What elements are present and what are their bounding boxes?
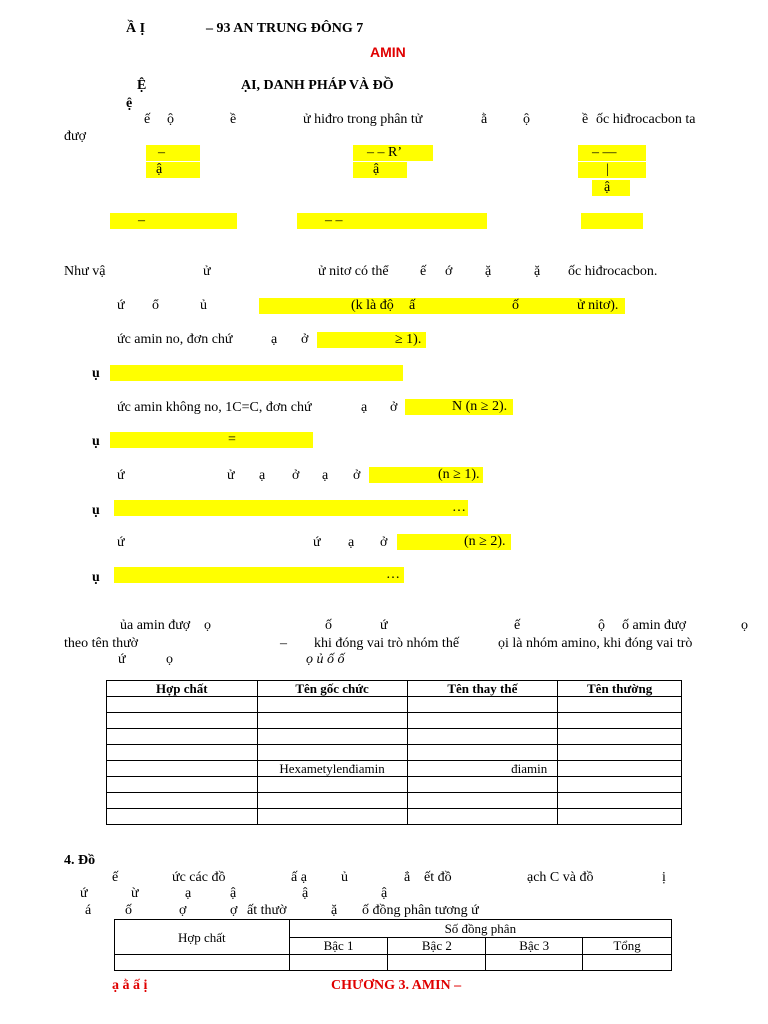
aromatic-amine-text: ử: [227, 468, 235, 483]
unsaturated-formula-box: N (n ≥ 2).: [405, 399, 513, 415]
general-formula-label: ổ: [152, 298, 159, 313]
aromatic-amine-text: ứ: [117, 468, 125, 483]
body-text: ớ: [445, 264, 453, 279]
table-row: [107, 809, 682, 825]
section4-text: ứ: [80, 886, 88, 901]
definition-text: đượ: [64, 129, 86, 144]
formula-box: – – R’: [353, 145, 433, 161]
aromatic-amine-text: ở: [353, 468, 361, 483]
section4-text: ức các đồ: [172, 870, 226, 885]
table-row: [107, 761, 682, 777]
formula-box: – —: [578, 145, 646, 161]
table-row: [107, 697, 682, 713]
unsaturated-amine-text: ạ: [361, 400, 368, 415]
formula-box: |: [578, 162, 646, 178]
section-heading-mark: Ệ: [137, 78, 147, 93]
saturated-formula-box: ≥ 1).: [317, 332, 426, 348]
table-row: [107, 729, 682, 745]
naming-text: –: [280, 636, 287, 651]
formula-box: ậ: [146, 162, 200, 178]
aromatic2-formula-box: (n ≥ 2).: [397, 534, 511, 550]
section4-text: ạ: [185, 886, 192, 901]
aromatic2-amine-text: ứ: [313, 535, 321, 550]
example-label: ụ: [92, 570, 100, 585]
aromatic-amine-text: ở: [292, 468, 300, 483]
column-header: Hợp chất: [115, 920, 290, 955]
column-header: Tổng: [583, 937, 672, 955]
section4-text: ậ: [230, 886, 237, 901]
example-box: [110, 365, 403, 381]
naming-text: ọ: [166, 652, 173, 667]
definition-text: ộ: [167, 112, 174, 127]
section4-text: ấ ạ: [291, 870, 307, 885]
section4-text: ừ: [131, 886, 139, 901]
section4-text: ất thườ: [247, 903, 287, 918]
body-text: ặ: [534, 264, 541, 279]
naming-text: ộ: [598, 618, 605, 633]
section4-text: á: [85, 903, 92, 918]
naming-text: ọi là nhóm amino, khi đóng vai trò: [498, 636, 693, 651]
table-row: [115, 955, 672, 971]
aromatic2-amine-text: ở: [380, 535, 388, 550]
general-formula-box: (k là độ ấ ố ử nitơ).: [259, 298, 625, 314]
body-text: Như vậ: [64, 264, 106, 279]
definition-text: ử hiđro trong phân tử: [303, 112, 423, 127]
section4-text: ợ: [230, 903, 238, 918]
formula-box: [581, 213, 643, 229]
section-heading: ẠI, DANH PHÁP VÀ ĐỒ: [241, 78, 394, 93]
naming-text: ứ: [118, 652, 126, 667]
school-address: – 93 AN TRUNG ĐÔNG 7: [206, 21, 364, 36]
definition-text: ề: [230, 112, 237, 127]
unsaturated-amine-text: ở: [390, 400, 398, 415]
section4-text: ặ: [331, 903, 338, 918]
table-header-row: [107, 681, 682, 697]
formula-box: –: [146, 145, 200, 161]
aromatic2-amine-text: ứ: [117, 535, 125, 550]
table-row: [107, 793, 682, 809]
body-text: ế: [420, 264, 427, 279]
aromatic-amine-text: ạ: [259, 468, 266, 483]
unsaturated-amine-text: ức amin không no, 1C=C, đơn chứ: [117, 400, 312, 415]
formula-box: ậ: [592, 180, 630, 196]
aromatic-amine-text: ạ: [322, 468, 329, 483]
naming-text: ủa amin đượ: [120, 618, 191, 633]
section4-text: ố: [125, 903, 132, 918]
general-formula-label: ủ: [200, 298, 207, 313]
naming-text: ố amin đượ: [622, 618, 686, 633]
naming-text: ọ: [204, 618, 211, 633]
section4-text: ợ: [179, 903, 187, 918]
definition-text: ốc hiđrocacbon ta: [596, 112, 696, 127]
naming-text: khi đóng vai trò nhóm thế: [314, 636, 460, 651]
definition-text: ế: [144, 112, 151, 127]
section4-text: ế: [112, 870, 119, 885]
table-cell: Hexametylenđiamin: [257, 761, 407, 777]
table-header-row: [115, 920, 672, 938]
page-title: AMIN: [370, 44, 406, 60]
column-header: Số đồng phân: [289, 920, 671, 938]
body-text: ử nitơ có thể: [318, 264, 389, 279]
general-formula-label: ứ: [117, 298, 125, 313]
footer-chapter: CHƯƠNG 3. AMIN –: [331, 978, 462, 993]
section4-heading: 4. Đồ: [64, 853, 96, 868]
column-header: Bậc 3: [486, 937, 583, 955]
naming-text: ọ: [741, 618, 748, 633]
body-text: ốc hiđrocacbon.: [568, 264, 658, 279]
section4-text: ủ: [341, 870, 348, 885]
definition-text: ằ: [481, 112, 488, 127]
example-box: …: [114, 500, 468, 516]
example-box: …: [114, 567, 404, 583]
column-header: Tên gốc chức: [257, 681, 407, 697]
column-header: Tên thường: [558, 681, 682, 697]
table-row: [107, 713, 682, 729]
section4-text: ị: [662, 870, 666, 885]
formula-box: ậ: [353, 162, 407, 178]
formula-box: – –: [297, 213, 487, 229]
example-label: ụ: [92, 434, 100, 449]
aromatic2-amine-text: ạ: [348, 535, 355, 550]
column-header: Bậc 2: [388, 937, 486, 955]
column-header: Tên thay thế: [407, 681, 558, 697]
saturated-amine-text: ở: [301, 332, 309, 347]
example-box: =: [110, 432, 313, 448]
isomer-table: [114, 919, 672, 971]
naming-text: ố: [325, 618, 332, 633]
aromatic-formula-box: (n ≥ 1).: [369, 467, 483, 483]
section4-text: ậ: [302, 886, 309, 901]
column-header: Bậc 1: [289, 937, 388, 955]
column-header: Hợp chất: [107, 681, 258, 697]
table-row: [107, 745, 682, 761]
naming-text: ứ: [380, 618, 388, 633]
naming-text: ế: [514, 618, 521, 633]
section4-text: ẳ: [404, 870, 411, 885]
definition-text: ộ: [523, 112, 530, 127]
section4-text: ố đồng phân tương ứ: [362, 903, 479, 918]
formula-box: –: [110, 213, 237, 229]
body-text: ử: [203, 264, 211, 279]
saturated-amine-text: ức amin no, đơn chứ: [117, 332, 233, 347]
example-label: ụ: [92, 366, 100, 381]
section4-text: ết đồ: [424, 870, 452, 885]
footer-left: ạ ằ ấ ị: [112, 978, 148, 993]
definition-text: ề: [582, 112, 589, 127]
naming-text: theo tên thườ: [64, 636, 139, 651]
example-label: ụ: [92, 503, 100, 518]
saturated-amine-text: ạ: [271, 332, 278, 347]
section4-text: ạch C và đồ: [527, 870, 594, 885]
table-cell: điamin: [407, 761, 558, 777]
school-name: Ầ Ị: [126, 21, 146, 36]
table-row: [107, 777, 682, 793]
body-text: ặ: [485, 264, 492, 279]
subsection-mark: ệ: [126, 96, 133, 111]
naming-table: [106, 680, 682, 825]
naming-text: ọ ủ ố ố: [306, 652, 345, 667]
section4-text: ậ: [381, 886, 388, 901]
